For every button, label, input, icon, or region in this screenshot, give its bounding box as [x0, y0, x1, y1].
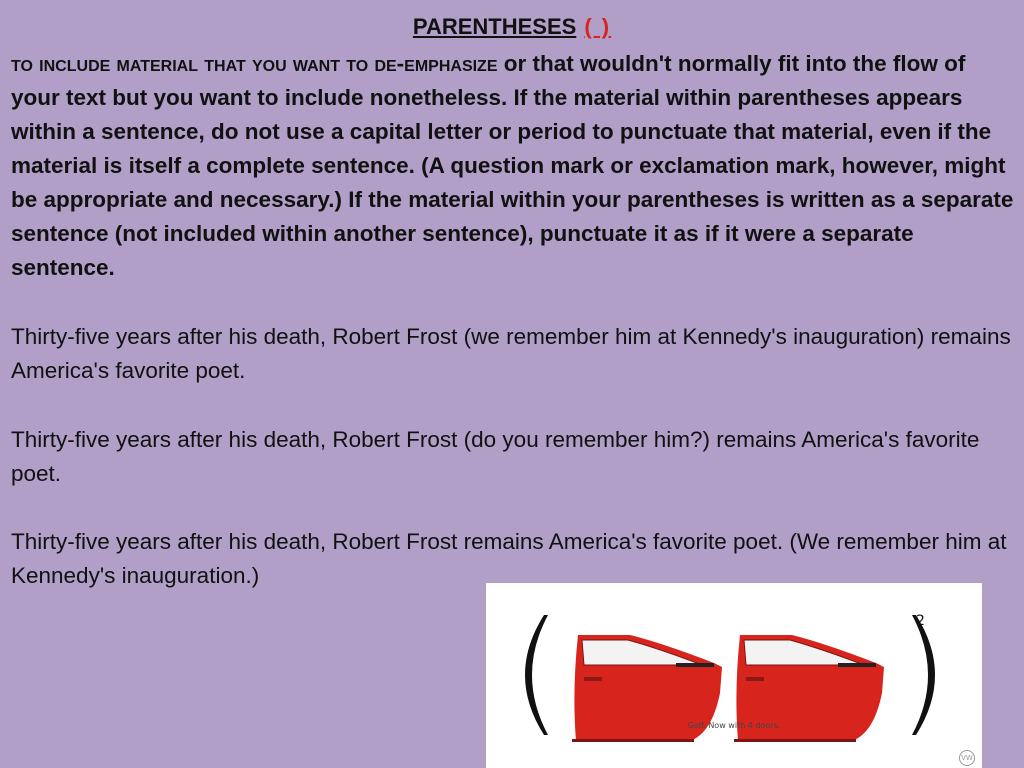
definition-rest: or that wouldn't normally fit into the flow of your text but you want to include nonetheless. If the material within parentheses appears within a sentence, do not use a capital letter or period to punctuate that material, even if the material is itself a complete sentence. (A question mark or exclamation mark, however, might be appropriate and necessary.) If the material within your parentheses is written as a separate sentence (not included within another sentence), punctuate it as if it were a separate sentence.	[11, 51, 1014, 280]
slide-title-row	[0, 12, 1024, 42]
example-sentence-2: Thirty-five years after his death, Robert Frost (do you remember him?) remains America's favorite poet.	[11, 427, 980, 486]
car-door-ad-image	[486, 583, 982, 768]
left-bracket-shape	[525, 615, 548, 735]
definition-paragraph	[11, 47, 1016, 285]
ad-caption: Golf. Now with 4 doors.	[687, 721, 781, 730]
definition-lead: to include material that you want to de-emphasize	[11, 51, 498, 76]
car-door-ad-illustration	[486, 583, 982, 768]
vw-logo-icon: VW	[959, 750, 975, 766]
title-parentheses-symbol: ( )	[584, 14, 612, 39]
slide-title: PARENTHESES	[412, 14, 577, 39]
right-bracket-shape	[912, 615, 935, 735]
example-sentence-3: Thirty-five years after his death, Robert Frost remains America's favorite poet. (We remember him at Kennedy's inauguration.)	[11, 529, 1007, 588]
exponent-label: 2	[916, 613, 925, 629]
example-sentence-1: Thirty-five years after his death, Robert Frost (we remember him at Kennedy's inauguration) remains America's favorite poet.	[11, 324, 1011, 383]
